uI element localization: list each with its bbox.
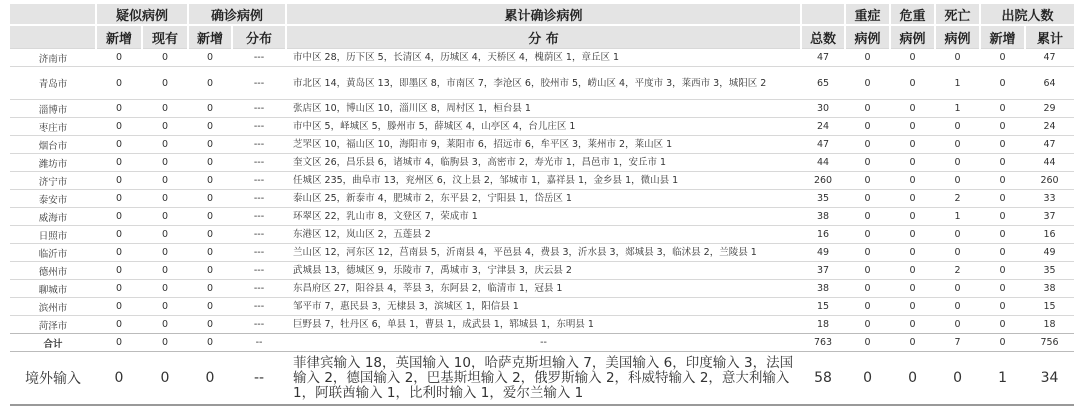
city-name: 烟台市: [10, 136, 96, 154]
severe-cell: 0: [845, 262, 890, 280]
sus-new-cell: 0: [96, 262, 142, 280]
sus-new-cell: 0: [96, 244, 142, 262]
severe-cell: 0: [845, 118, 890, 136]
district-distribution: --: [286, 334, 801, 352]
table-row: [10, 67, 1074, 100]
header-conf-dist: 分布: [232, 25, 286, 49]
header-cumulative: 累计确诊病例: [286, 4, 801, 25]
critical-cell: 0: [890, 334, 935, 352]
conf-new-cell: 0: [188, 262, 232, 280]
dis-new-cell: 0: [980, 334, 1025, 352]
conf-dist-cell: --: [232, 352, 286, 406]
dis-new-cell: 0: [980, 172, 1025, 190]
district-distribution: 环翠区 22，乳山市 8，文登区 7，荣成市 1: [286, 208, 801, 226]
sus-current-cell: 0: [142, 298, 188, 316]
sus-current-cell: 0: [142, 136, 188, 154]
dis-new-cell: 0: [980, 118, 1025, 136]
city-name: 菏泽市: [10, 316, 96, 334]
statistics-table-container: [10, 4, 1074, 406]
total-cell: 47: [801, 49, 845, 67]
city-name: 济南市: [10, 49, 96, 67]
dis-new-cell: 0: [980, 262, 1025, 280]
critical-cell: 0: [890, 136, 935, 154]
critical-cell: 0: [890, 49, 935, 67]
table-row: [10, 118, 1074, 136]
district-distribution: 芝罘区 10，福山区 10，海阳市 9，莱阳市 6，招远市 6，牟平区 3，莱州市 2，莱山区 1: [286, 136, 801, 154]
conf-dist-cell: ---: [232, 280, 286, 298]
city-name: 泰安市: [10, 190, 96, 208]
total-cell: 763: [801, 334, 845, 352]
district-distribution: 东港区 12，岚山区 2，五莲县 2: [286, 226, 801, 244]
death-cell: 1: [935, 100, 980, 118]
severe-cell: 0: [845, 154, 890, 172]
severe-cell: 0: [845, 172, 890, 190]
sus-current-cell: 0: [142, 280, 188, 298]
overseas-row: [10, 352, 1074, 406]
dis-new-cell: 0: [980, 190, 1025, 208]
conf-new-cell: 0: [188, 298, 232, 316]
dis-new-cell: 0: [980, 244, 1025, 262]
header-cum-dist: 分 布: [286, 25, 801, 49]
dis-total-cell: 16: [1025, 226, 1074, 244]
sus-current-cell: 0: [142, 316, 188, 334]
death-cell: 0: [935, 298, 980, 316]
city-name: 济宁市: [10, 172, 96, 190]
conf-dist-cell: ---: [232, 316, 286, 334]
death-cell: 2: [935, 190, 980, 208]
total-cell: 260: [801, 172, 845, 190]
critical-cell: 0: [890, 226, 935, 244]
district-distribution: 市中区 28，历下区 5，长清区 4，历城区 4，天桥区 4，槐荫区 1，章丘区 1: [286, 49, 801, 67]
total-cell: 58: [801, 352, 845, 406]
conf-dist-cell: ---: [232, 118, 286, 136]
overseas-label: 境外输入: [10, 352, 96, 406]
death-cell: 0: [935, 280, 980, 298]
total-cell: 47: [801, 136, 845, 154]
conf-dist-cell: ---: [232, 100, 286, 118]
death-cell: 1: [935, 208, 980, 226]
sus-new-cell: 0: [96, 316, 142, 334]
severe-cell: 0: [845, 352, 890, 406]
dis-new-cell: 0: [980, 67, 1025, 100]
critical-cell: 0: [890, 172, 935, 190]
death-cell: 2: [935, 262, 980, 280]
district-distribution: 邹平市 7，惠民县 3，无棣县 3，滨城区 1，阳信县 1: [286, 298, 801, 316]
header-suspected: 疑似病例: [96, 4, 188, 25]
dis-new-cell: 0: [980, 298, 1025, 316]
dis-total-cell: 44: [1025, 154, 1074, 172]
dis-total-cell: 35: [1025, 262, 1074, 280]
table-row: [10, 262, 1074, 280]
header-critical-top: 危重: [890, 4, 935, 25]
city-name: 德州市: [10, 262, 96, 280]
district-distribution: 任城区 235，曲阜市 13，兖州区 6，汶上县 2，邹城市 1，嘉祥县 1，金乡县 1，微山县 1: [286, 172, 801, 190]
total-label: 合计: [10, 334, 96, 352]
critical-cell: 0: [890, 208, 935, 226]
header-sus-new: 新增: [96, 25, 142, 49]
table-row: [10, 190, 1074, 208]
conf-dist-cell: ---: [232, 172, 286, 190]
severe-cell: 0: [845, 136, 890, 154]
city-name: 青岛市: [10, 67, 96, 100]
total-cell: 30: [801, 100, 845, 118]
conf-new-cell: 0: [188, 49, 232, 67]
severe-cell: 0: [845, 316, 890, 334]
header-cum-blank: [801, 4, 845, 25]
city-name: 枣庄市: [10, 118, 96, 136]
table-row: [10, 208, 1074, 226]
death-cell: 0: [935, 49, 980, 67]
critical-cell: 0: [890, 352, 935, 406]
conf-dist-cell: ---: [232, 208, 286, 226]
total-cell: 24: [801, 118, 845, 136]
header-death-top: 死亡: [935, 4, 980, 25]
dis-new-cell: 0: [980, 208, 1025, 226]
critical-cell: 0: [890, 262, 935, 280]
sus-new-cell: 0: [96, 226, 142, 244]
district-distribution: 市北区 14，黄岛区 13，即墨区 8，市南区 7，李沧区 6，胶州市 5，崂山区 4，平度市 3，莱西市 3，城阳区 2: [286, 67, 801, 100]
conf-new-cell: 0: [188, 190, 232, 208]
dis-new-cell: 0: [980, 49, 1025, 67]
total-cell: 38: [801, 208, 845, 226]
total-cell: 35: [801, 190, 845, 208]
conf-new-cell: 0: [188, 172, 232, 190]
conf-new-cell: 0: [188, 226, 232, 244]
header-discharged: 出院人数: [980, 4, 1074, 25]
critical-cell: 0: [890, 280, 935, 298]
table-row: [10, 226, 1074, 244]
severe-cell: 0: [845, 67, 890, 100]
dis-new-cell: 0: [980, 226, 1025, 244]
sus-current-cell: 0: [142, 49, 188, 67]
city-name: 滨州市: [10, 298, 96, 316]
sus-current-cell: 0: [142, 118, 188, 136]
death-cell: 0: [935, 316, 980, 334]
critical-cell: 0: [890, 298, 935, 316]
dis-new-cell: 0: [980, 154, 1025, 172]
severe-cell: 0: [845, 226, 890, 244]
sus-new-cell: 0: [96, 136, 142, 154]
sus-new-cell: 0: [96, 298, 142, 316]
sus-new-cell: 0: [96, 352, 142, 406]
sus-new-cell: 0: [96, 280, 142, 298]
dis-total-cell: 24: [1025, 118, 1074, 136]
sus-new-cell: 0: [96, 334, 142, 352]
sus-current-cell: 0: [142, 226, 188, 244]
dis-total-cell: 29: [1025, 100, 1074, 118]
district-distribution: 武城县 13，德城区 9，乐陵市 7，禹城市 3，宁津县 3，庆云县 2: [286, 262, 801, 280]
sus-current-cell: 0: [142, 190, 188, 208]
sus-current-cell: 0: [142, 208, 188, 226]
conf-dist-cell: ---: [232, 136, 286, 154]
header-critical-bottom: 病例: [890, 25, 935, 49]
sus-new-cell: 0: [96, 100, 142, 118]
district-distribution: 兰山区 12，河东区 12，莒南县 5，沂南县 4，平邑县 4，费县 3，沂水县 3，郯城县 3，临沭县 2，兰陵县 1: [286, 244, 801, 262]
table-row: [10, 136, 1074, 154]
district-distribution: 市中区 5，峄城区 5，滕州市 5，薛城区 4，山亭区 4，台儿庄区 1: [286, 118, 801, 136]
dis-total-cell: 34: [1025, 352, 1074, 406]
total-cell: 38: [801, 280, 845, 298]
conf-dist-cell: ---: [232, 49, 286, 67]
critical-cell: 0: [890, 316, 935, 334]
conf-dist-cell: ---: [232, 67, 286, 100]
death-cell: 7: [935, 334, 980, 352]
total-row: [10, 334, 1074, 352]
dis-new-cell: 0: [980, 136, 1025, 154]
severe-cell: 0: [845, 190, 890, 208]
header-dis-total: 累计: [1025, 25, 1074, 49]
sus-new-cell: 0: [96, 49, 142, 67]
severe-cell: 0: [845, 49, 890, 67]
severe-cell: 0: [845, 334, 890, 352]
dis-new-cell: 0: [980, 280, 1025, 298]
death-cell: 0: [935, 154, 980, 172]
header-death-bottom: 病例: [935, 25, 980, 49]
conf-dist-cell: ---: [232, 190, 286, 208]
severe-cell: 0: [845, 280, 890, 298]
death-cell: 0: [935, 118, 980, 136]
conf-new-cell: 0: [188, 118, 232, 136]
table-row: [10, 298, 1074, 316]
dis-total-cell: 33: [1025, 190, 1074, 208]
city-name: 淄博市: [10, 100, 96, 118]
dis-new-cell: 0: [980, 316, 1025, 334]
sus-current-cell: 0: [142, 154, 188, 172]
conf-dist-cell: --: [232, 334, 286, 352]
dis-total-cell: 260: [1025, 172, 1074, 190]
sus-new-cell: 0: [96, 118, 142, 136]
case-statistics-table: [10, 4, 1074, 406]
sus-current-cell: 0: [142, 352, 188, 406]
critical-cell: 0: [890, 100, 935, 118]
total-cell: 18: [801, 316, 845, 334]
conf-new-cell: 0: [188, 316, 232, 334]
dis-total-cell: 47: [1025, 49, 1074, 67]
header-row-top: [10, 4, 1074, 25]
sus-current-cell: 0: [142, 334, 188, 352]
district-distribution: 东昌府区 27，阳谷县 4，莘县 3，东阿县 2，临清市 1，冠县 1: [286, 280, 801, 298]
header-conf-new: 新增: [188, 25, 232, 49]
conf-new-cell: 0: [188, 244, 232, 262]
conf-new-cell: 0: [188, 280, 232, 298]
dis-total-cell: 64: [1025, 67, 1074, 100]
conf-new-cell: 0: [188, 208, 232, 226]
total-cell: 65: [801, 67, 845, 100]
sus-new-cell: 0: [96, 172, 142, 190]
death-cell: 0: [935, 226, 980, 244]
conf-dist-cell: ---: [232, 298, 286, 316]
header-cum-total: 总数: [801, 25, 845, 49]
district-distribution: 奎文区 26，昌乐县 6，诸城市 4，临朐县 3，高密市 2，寿光市 1，昌邑市 1，安丘市 1: [286, 154, 801, 172]
conf-new-cell: 0: [188, 100, 232, 118]
table-row: [10, 316, 1074, 334]
table-row: [10, 49, 1074, 67]
critical-cell: 0: [890, 244, 935, 262]
severe-cell: 0: [845, 208, 890, 226]
dis-new-cell: 1: [980, 352, 1025, 406]
district-distribution: 张店区 10，博山区 10，淄川区 8，周村区 1，桓台县 1: [286, 100, 801, 118]
dis-new-cell: 0: [980, 100, 1025, 118]
dis-total-cell: 49: [1025, 244, 1074, 262]
header-severe-bottom: 病例: [845, 25, 890, 49]
severe-cell: 0: [845, 100, 890, 118]
dis-total-cell: 18: [1025, 316, 1074, 334]
dis-total-cell: 38: [1025, 280, 1074, 298]
sus-new-cell: 0: [96, 208, 142, 226]
conf-new-cell: 0: [188, 352, 232, 406]
conf-new-cell: 0: [188, 334, 232, 352]
city-name: 潍坊市: [10, 154, 96, 172]
total-cell: 15: [801, 298, 845, 316]
header-dis-new: 新增: [980, 25, 1025, 49]
dis-total-cell: 47: [1025, 136, 1074, 154]
header-row-bottom: [10, 25, 1074, 49]
critical-cell: 0: [890, 154, 935, 172]
conf-dist-cell: ---: [232, 226, 286, 244]
sus-current-cell: 0: [142, 244, 188, 262]
district-distribution: 泰山区 25，新泰市 4，肥城市 2，东平县 2，宁阳县 1，岱岳区 1: [286, 190, 801, 208]
table-row: [10, 154, 1074, 172]
death-cell: 0: [935, 244, 980, 262]
city-name: 威海市: [10, 208, 96, 226]
critical-cell: 0: [890, 118, 935, 136]
overseas-distribution: 菲律宾输入 18，英国输入 10，哈萨克斯坦输入 7，美国输入 6，印度输入 3，法国输入 2，德国输入 2，巴基斯坦输入 2，俄罗斯输入 2，科威特输入 2，意大利输入 1，阿联酋输入 1，比利时输入 1，爱尔兰输入 1: [286, 352, 801, 406]
conf-new-cell: 0: [188, 154, 232, 172]
total-cell: 44: [801, 154, 845, 172]
conf-dist-cell: ---: [232, 244, 286, 262]
sus-current-cell: 0: [142, 67, 188, 100]
death-cell: 0: [935, 136, 980, 154]
sus-new-cell: 0: [96, 67, 142, 100]
severe-cell: 0: [845, 244, 890, 262]
dis-total-cell: 37: [1025, 208, 1074, 226]
header-severe-top: 重症: [845, 4, 890, 25]
conf-new-cell: 0: [188, 136, 232, 154]
city-name: 日照市: [10, 226, 96, 244]
death-cell: 0: [935, 172, 980, 190]
critical-cell: 0: [890, 190, 935, 208]
table-row: [10, 172, 1074, 190]
conf-new-cell: 0: [188, 67, 232, 100]
table-row: [10, 280, 1074, 298]
sus-new-cell: 0: [96, 190, 142, 208]
city-name: 临沂市: [10, 244, 96, 262]
header-sus-current: 现有: [142, 25, 188, 49]
total-cell: 16: [801, 226, 845, 244]
total-cell: 37: [801, 262, 845, 280]
total-cell: 49: [801, 244, 845, 262]
sus-current-cell: 0: [142, 172, 188, 190]
city-name: 聊城市: [10, 280, 96, 298]
table-row: [10, 100, 1074, 118]
district-distribution: 巨野县 7，牡丹区 6，单县 1，曹县 1，成武县 1，郓城县 1，东明县 1: [286, 316, 801, 334]
death-cell: 0: [935, 352, 980, 406]
header-confirmed: 确诊病例: [188, 4, 286, 25]
header-blank: [10, 4, 96, 25]
sus-new-cell: 0: [96, 154, 142, 172]
conf-dist-cell: ---: [232, 154, 286, 172]
severe-cell: 0: [845, 298, 890, 316]
sus-current-cell: 0: [142, 262, 188, 280]
dis-total-cell: 15: [1025, 298, 1074, 316]
header-blank-2: [10, 25, 96, 49]
death-cell: 1: [935, 67, 980, 100]
critical-cell: 0: [890, 67, 935, 100]
conf-dist-cell: ---: [232, 262, 286, 280]
sus-current-cell: 0: [142, 100, 188, 118]
table-row: [10, 244, 1074, 262]
dis-total-cell: 756: [1025, 334, 1074, 352]
